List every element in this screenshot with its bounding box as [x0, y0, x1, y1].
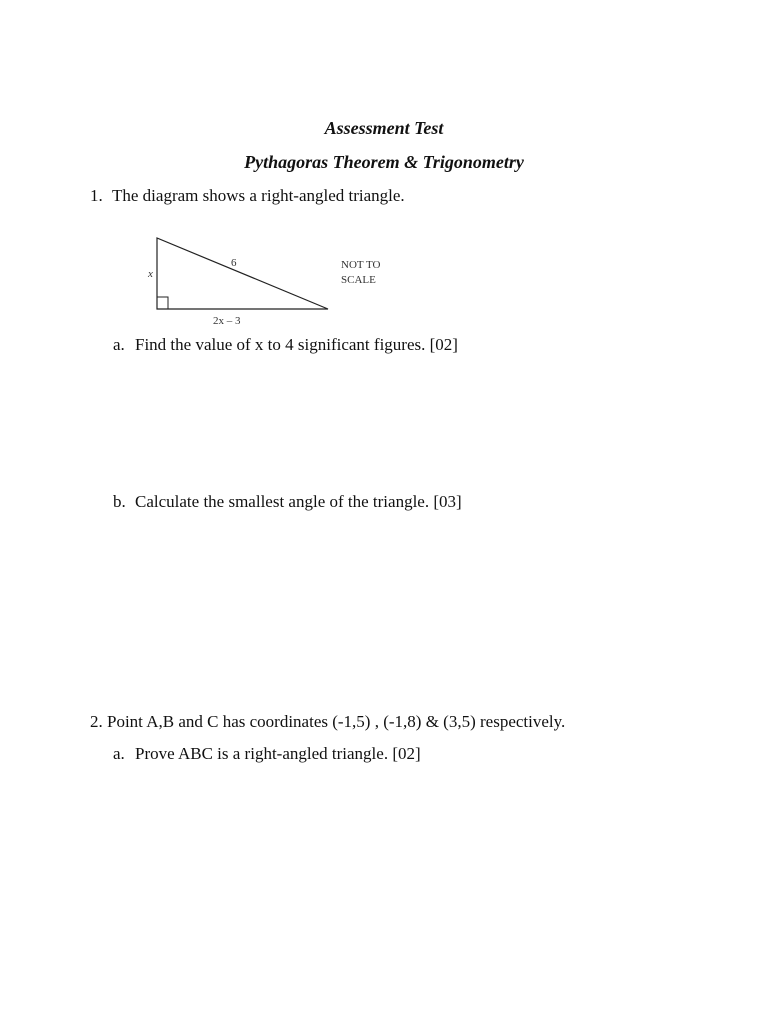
question-2-stem: [90, 712, 565, 732]
document-subtitle: Pythagoras Theorem & Trigonometry: [244, 152, 524, 172]
question-1b-label: b.: [113, 492, 126, 511]
question-1-number: 1.: [90, 186, 103, 205]
question-1a-label: a.: [113, 335, 125, 354]
right-triangle-diagram: [140, 218, 390, 330]
question-1b-text: Calculate the smallest angle of the triangle. [03]: [135, 492, 462, 511]
question-1-stem: [90, 186, 405, 206]
question-2a-label: a.: [113, 744, 125, 763]
question-1-text: The diagram shows a right-angled triangle.: [112, 186, 405, 205]
question-1a-text: Find the value of x to 4 significant figures. [02]: [135, 335, 458, 354]
side-label-hypotenuse: 6: [231, 257, 237, 269]
document-title: Assessment Test: [324, 118, 444, 138]
question-2-number: 2.: [90, 712, 103, 731]
not-to-scale-line1: NOT TO: [341, 259, 381, 271]
not-to-scale-line2: SCALE: [341, 274, 376, 286]
question-1a: [113, 335, 458, 355]
question-2a-text: Prove ABC is a right-angled triangle. [02]: [135, 744, 421, 763]
question-2-text: Point A,B and C has coordinates (-1,5) , (-1,8) & (3,5) respectively.: [107, 712, 566, 731]
triangle-shape: [157, 238, 328, 309]
question-1b: [113, 492, 462, 512]
question-2a: [113, 744, 421, 764]
side-label-vertical: x: [148, 268, 153, 280]
right-angle-marker: [157, 297, 168, 309]
side-label-base: 2x – 3: [213, 315, 241, 327]
